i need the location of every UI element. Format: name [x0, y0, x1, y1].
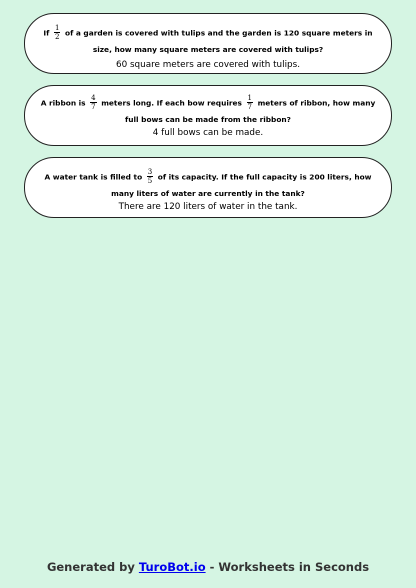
problem-card-1 [24, 13, 392, 74]
question-text-middle: meters long. If each bow requires [98, 98, 245, 108]
problem-card-2 [24, 85, 392, 146]
turobot-link[interactable]: TuroBot.io [138, 560, 206, 574]
fraction-numerator: 1 [247, 94, 252, 102]
question-text [33, 95, 383, 127]
fraction-numerator: 3 [147, 168, 153, 176]
question-text-start: A ribbon is [40, 98, 89, 108]
question-text-end: of its capacity. If the full capacity is 200 liters, how many liters of water are currently in the tank? [111, 172, 372, 198]
footer-suffix: - Worksheets in Seconds [209, 560, 370, 574]
fraction-denominator: 7 [247, 103, 252, 111]
question-text-end: of a garden is covered with tulips and the garden is 120 square meters in size, how many square meters are covered with tulips? [62, 28, 373, 54]
question-text [33, 25, 383, 57]
footer-prefix: Generated by [46, 560, 135, 574]
fraction-denominator: 7 [91, 103, 96, 111]
answer-text: 60 square meters are covered with tulips. [115, 60, 300, 70]
fraction [90, 94, 96, 111]
footer [0, 560, 416, 574]
question-text-start: If [43, 28, 52, 38]
fraction-numerator: 4 [91, 94, 96, 102]
fraction [54, 24, 60, 41]
question-text-start: A water tank is filled to [44, 172, 145, 182]
answer-text: 4 full bows can be made. [152, 128, 264, 138]
fraction [147, 168, 153, 185]
answer-text: There are 120 liters of water in the tank. [118, 202, 298, 212]
question-text [33, 169, 383, 201]
problem-card-3 [24, 157, 392, 218]
fraction [247, 94, 253, 111]
question-text-end: meters of ribbon, how many full bows can be made from the ribbon? [125, 98, 376, 124]
fraction-denominator: 2 [54, 33, 60, 41]
fraction-denominator: 5 [147, 177, 153, 185]
fraction-numerator: 1 [54, 24, 60, 32]
